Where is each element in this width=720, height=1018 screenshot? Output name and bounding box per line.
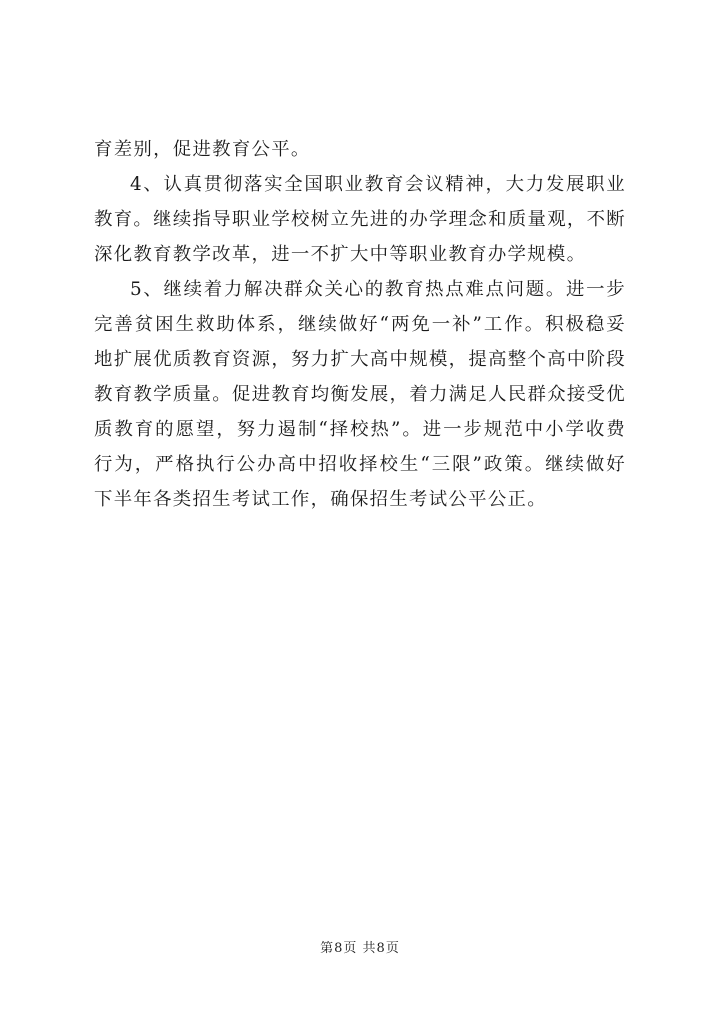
document-body xyxy=(94,132,626,517)
paragraph-item-4: 4、认真贯彻落实全国职业教育会议精神，大力发展职业教育。继续指导职业学校树立先进的办学理念和质量观，不断深化教育教学改革，进一不扩大中等职业教育办学规模。 xyxy=(94,174,626,265)
paragraph-continuation: 育差别，促进教育公平。 xyxy=(94,139,311,160)
page-number-footer: 第8页 共8页 xyxy=(320,941,400,956)
paragraph-item-5: 5、继续着力解决群众关心的教育热点难点问题。进一步完善贫困生救助体系，继续做好“两免一补”工作。积极稳妥地扩展优质教育资源，努力扩大高中规模，提高整个高中阶段教育教学质量。促进教育均衡发展，着力满足人民群众接受优质教育的愿望，努力遏制“择校热”。进一步规范中小学收费行为，严格执行公办高中招收择校生“三限”政策。继续做好下半年各类招生考试工作，确保招生考试公平公正。 xyxy=(94,279,626,510)
